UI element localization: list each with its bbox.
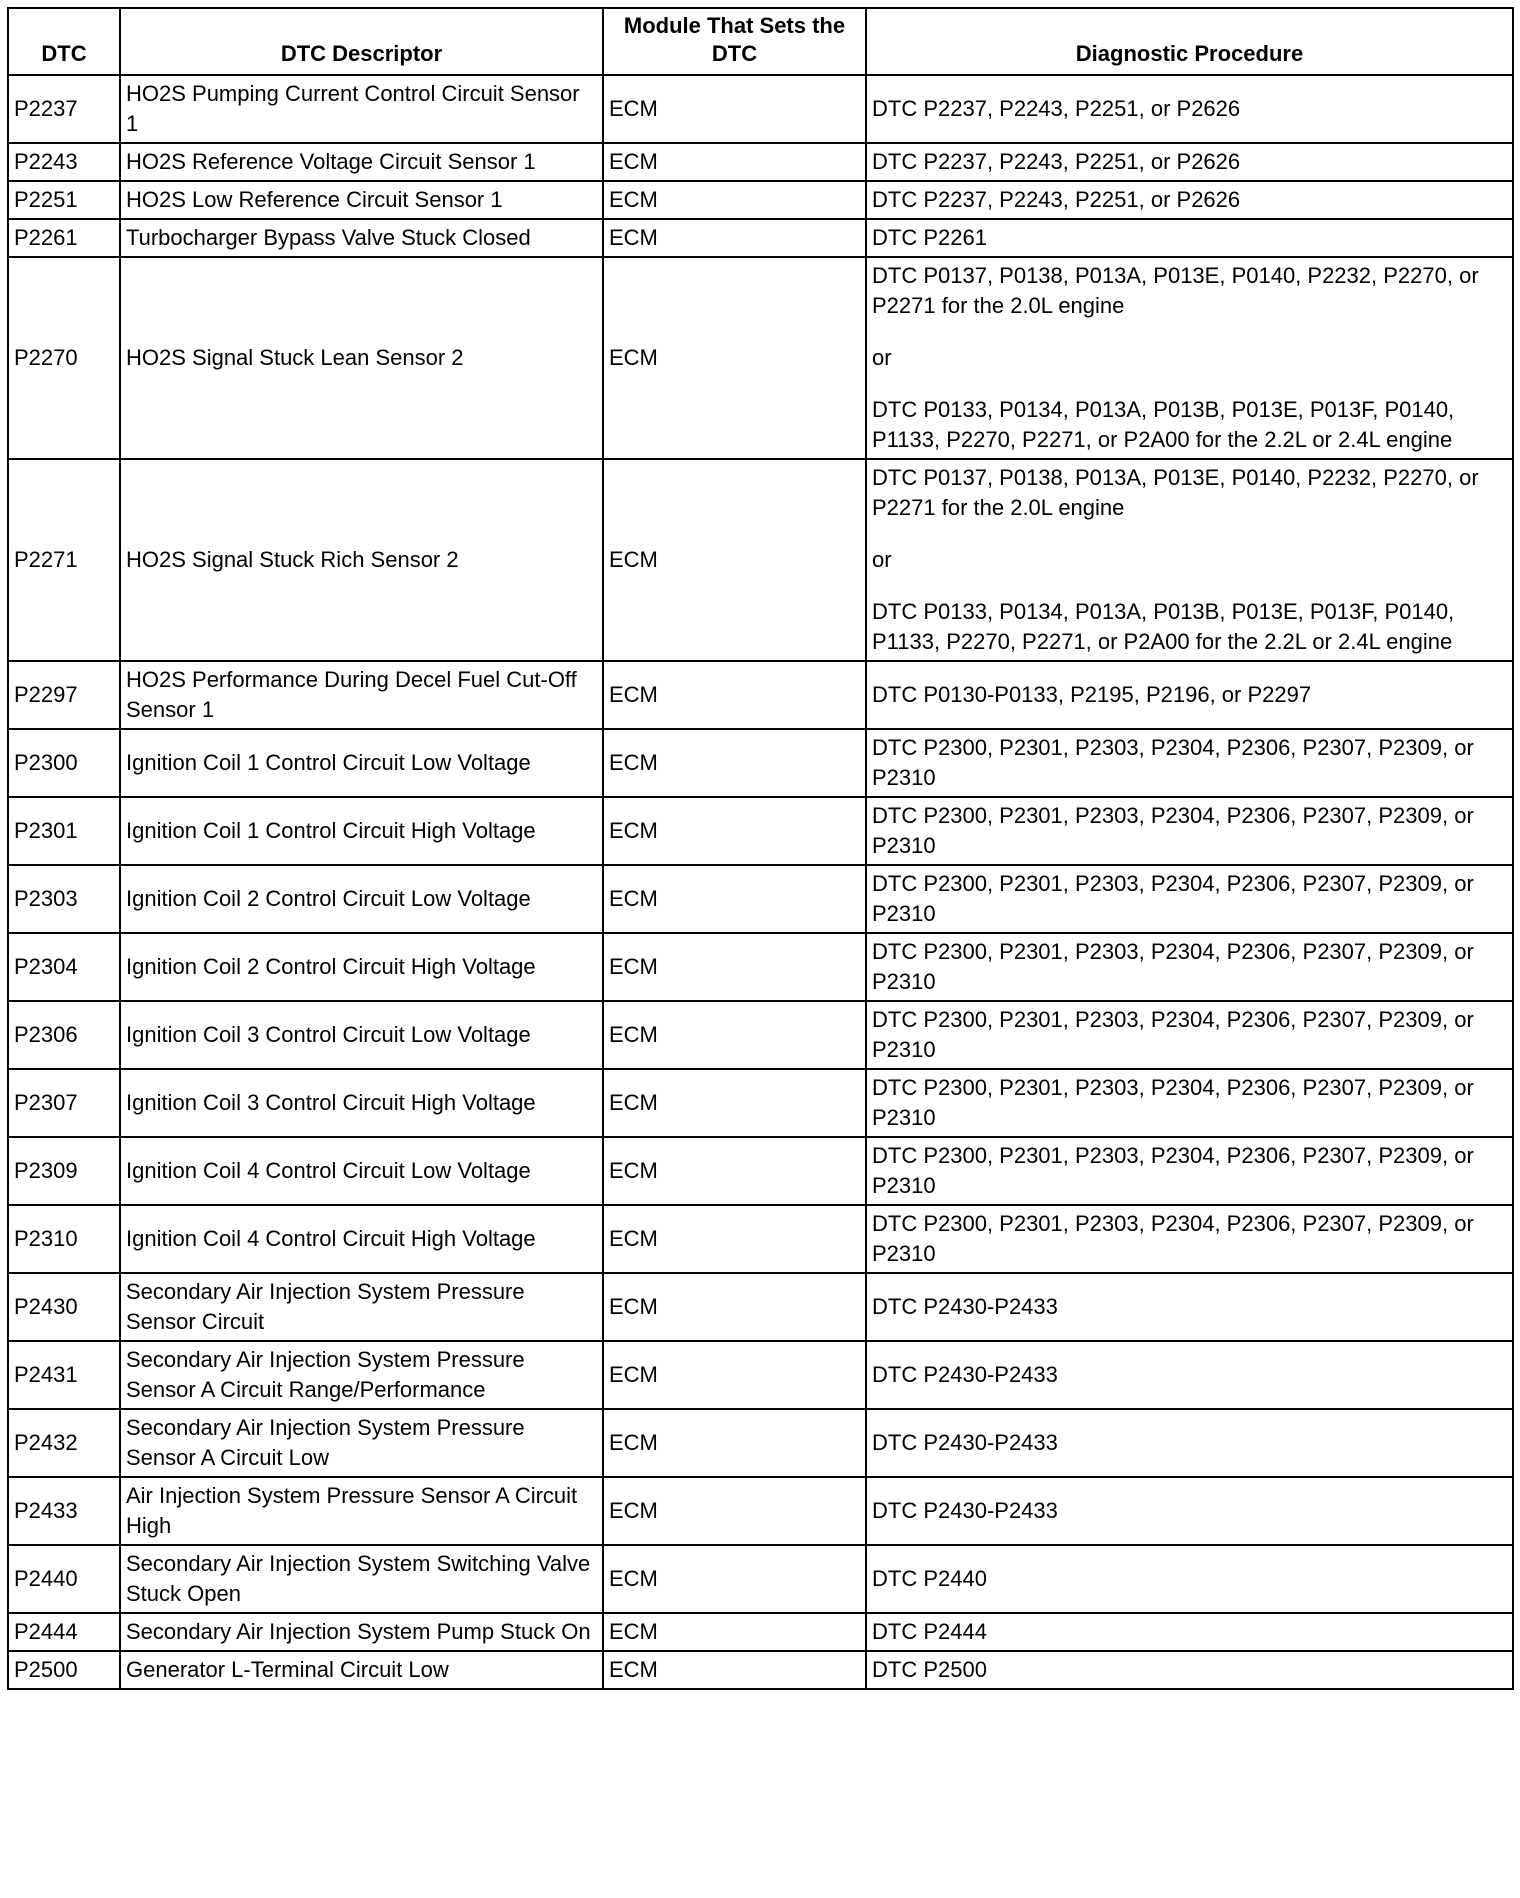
table-row	[8, 1409, 1513, 1477]
dtc-descriptor-cell: Ignition Coil 4 Control Circuit Low Voltage	[120, 1137, 603, 1205]
module-cell: ECM	[603, 1477, 866, 1545]
module-cell: ECM	[603, 797, 866, 865]
table-row	[8, 797, 1513, 865]
module-cell: ECM	[603, 865, 866, 933]
diagnostic-procedure-cell	[866, 257, 1513, 459]
procedure-paragraph: DTC P2300, P2301, P2303, P2304, P2306, P2307, P2309, or P2310	[872, 735, 1474, 790]
module-cell: ECM	[603, 1613, 866, 1651]
dtc-descriptor-cell: HO2S Reference Voltage Circuit Sensor 1	[120, 143, 603, 181]
table-row	[8, 1341, 1513, 1409]
dtc-code-cell: P2304	[8, 933, 120, 1001]
dtc-code-cell: P2243	[8, 143, 120, 181]
dtc-code-cell: P2306	[8, 1001, 120, 1069]
dtc-descriptor-cell: Secondary Air Injection System Pressure Sensor A Circuit Low	[120, 1409, 603, 1477]
dtc-code-cell: P2444	[8, 1613, 120, 1651]
diagnostic-procedure-cell	[866, 1341, 1513, 1409]
dtc-table	[7, 7, 1514, 1690]
procedure-paragraph: DTC P2261	[872, 225, 987, 250]
diagnostic-procedure-cell	[866, 1651, 1513, 1689]
diagnostic-procedure-cell	[866, 1001, 1513, 1069]
paragraph-gap	[872, 321, 1507, 343]
procedure-paragraph: DTC P0137, P0138, P013A, P013E, P0140, P2232, P2270, or P2271 for the 2.0L engine	[872, 263, 1479, 318]
dtc-descriptor-cell: Ignition Coil 1 Control Circuit Low Voltage	[120, 729, 603, 797]
procedure-paragraph: DTC P2300, P2301, P2303, P2304, P2306, P2307, P2309, or P2310	[872, 1143, 1474, 1198]
diagnostic-procedure-cell	[866, 661, 1513, 729]
dtc-code-cell: P2301	[8, 797, 120, 865]
paragraph-gap	[872, 575, 1507, 597]
procedure-paragraph: DTC P2300, P2301, P2303, P2304, P2306, P2307, P2309, or P2310	[872, 1211, 1474, 1266]
diagnostic-procedure-cell	[866, 1069, 1513, 1137]
dtc-code-cell: P2440	[8, 1545, 120, 1613]
procedure-paragraph: DTC P2300, P2301, P2303, P2304, P2306, P2307, P2309, or P2310	[872, 1007, 1474, 1062]
dtc-code-cell: P2307	[8, 1069, 120, 1137]
header-module: Module That Sets the DTC	[603, 8, 866, 75]
dtc-descriptor-cell: HO2S Signal Stuck Lean Sensor 2	[120, 257, 603, 459]
table-row	[8, 1477, 1513, 1545]
diagnostic-procedure-cell	[866, 219, 1513, 257]
dtc-code-cell: P2270	[8, 257, 120, 459]
dtc-code-cell: P2300	[8, 729, 120, 797]
dtc-descriptor-cell: Ignition Coil 3 Control Circuit Low Voltage	[120, 1001, 603, 1069]
header-dtc-descriptor: DTC Descriptor	[120, 8, 603, 75]
module-cell: ECM	[603, 729, 866, 797]
procedure-paragraph: DTC P0133, P0134, P013A, P013B, P013E, P013F, P0140, P1133, P2270, P2271, or P2A00 for the 2.2L or 2.4L engine	[872, 397, 1455, 452]
paragraph-gap	[872, 373, 1507, 395]
dtc-descriptor-cell: Turbocharger Bypass Valve Stuck Closed	[120, 219, 603, 257]
procedure-paragraph: DTC P0133, P0134, P013A, P013B, P013E, P013F, P0140, P1133, P2270, P2271, or P2A00 for the 2.2L or 2.4L engine	[872, 599, 1455, 654]
dtc-code-cell: P2431	[8, 1341, 120, 1409]
dtc-descriptor-cell: Ignition Coil 2 Control Circuit High Voltage	[120, 933, 603, 1001]
procedure-paragraph: DTC P2430-P2433	[872, 1498, 1058, 1523]
dtc-descriptor-cell: Ignition Coil 2 Control Circuit Low Voltage	[120, 865, 603, 933]
dtc-code-cell: P2261	[8, 219, 120, 257]
diagnostic-procedure-cell	[866, 1545, 1513, 1613]
dtc-descriptor-cell: Ignition Coil 1 Control Circuit High Voltage	[120, 797, 603, 865]
diagnostic-procedure-cell	[866, 729, 1513, 797]
procedure-paragraph: DTC P2440	[872, 1566, 987, 1591]
table-row	[8, 1001, 1513, 1069]
diagnostic-procedure-cell	[866, 1205, 1513, 1273]
dtc-code-cell: P2297	[8, 661, 120, 729]
diagnostic-procedure-cell	[866, 933, 1513, 1001]
module-cell: ECM	[603, 933, 866, 1001]
diagnostic-procedure-cell	[866, 1409, 1513, 1477]
module-cell: ECM	[603, 143, 866, 181]
module-cell: ECM	[603, 1341, 866, 1409]
dtc-code-cell: P2251	[8, 181, 120, 219]
module-cell: ECM	[603, 181, 866, 219]
module-cell: ECM	[603, 661, 866, 729]
dtc-descriptor-cell: Secondary Air Injection System Pump Stuck On	[120, 1613, 603, 1651]
dtc-descriptor-cell: HO2S Signal Stuck Rich Sensor 2	[120, 459, 603, 661]
dtc-descriptor-cell: HO2S Pumping Current Control Circuit Sensor 1	[120, 75, 603, 143]
procedure-paragraph: DTC P0137, P0138, P013A, P013E, P0140, P2232, P2270, or P2271 for the 2.0L engine	[872, 465, 1479, 520]
diagnostic-procedure-cell	[866, 1273, 1513, 1341]
procedure-paragraph: DTC P2300, P2301, P2303, P2304, P2306, P2307, P2309, or P2310	[872, 871, 1474, 926]
module-cell: ECM	[603, 257, 866, 459]
table-row	[8, 865, 1513, 933]
diagnostic-procedure-cell	[866, 181, 1513, 219]
table-header-row	[8, 8, 1513, 75]
diagnostic-procedure-cell	[866, 865, 1513, 933]
module-cell: ECM	[603, 1205, 866, 1273]
procedure-paragraph: DTC P2300, P2301, P2303, P2304, P2306, P2307, P2309, or P2310	[872, 939, 1474, 994]
dtc-code-cell: P2433	[8, 1477, 120, 1545]
table-row	[8, 143, 1513, 181]
dtc-code-cell: P2500	[8, 1651, 120, 1689]
dtc-descriptor-cell: Secondary Air Injection System Switching Valve Stuck Open	[120, 1545, 603, 1613]
dtc-code-cell: P2271	[8, 459, 120, 661]
procedure-paragraph: DTC P2237, P2243, P2251, or P2626	[872, 149, 1241, 174]
diagnostic-procedure-cell	[866, 1613, 1513, 1651]
table-row	[8, 729, 1513, 797]
paragraph-gap	[872, 523, 1507, 545]
procedure-paragraph: DTC P2430-P2433	[872, 1430, 1058, 1455]
dtc-code-cell: P2430	[8, 1273, 120, 1341]
table-row	[8, 661, 1513, 729]
dtc-code-cell: P2237	[8, 75, 120, 143]
table-row	[8, 1613, 1513, 1651]
procedure-paragraph: DTC P2237, P2243, P2251, or P2626	[872, 187, 1241, 212]
procedure-paragraph: or	[872, 345, 892, 370]
table-row	[8, 459, 1513, 661]
procedure-paragraph: DTC P2300, P2301, P2303, P2304, P2306, P2307, P2309, or P2310	[872, 1075, 1474, 1130]
diagnostic-procedure-cell	[866, 1477, 1513, 1545]
module-cell: ECM	[603, 1001, 866, 1069]
table-row	[8, 257, 1513, 459]
procedure-paragraph: DTC P2300, P2301, P2303, P2304, P2306, P2307, P2309, or P2310	[872, 803, 1474, 858]
procedure-paragraph: DTC P2500	[872, 1657, 987, 1682]
dtc-code-cell: P2432	[8, 1409, 120, 1477]
dtc-descriptor-cell: Air Injection System Pressure Sensor A Circuit High	[120, 1477, 603, 1545]
module-cell: ECM	[603, 1069, 866, 1137]
module-cell: ECM	[603, 459, 866, 661]
table-row	[8, 75, 1513, 143]
dtc-descriptor-cell: Generator L-Terminal Circuit Low	[120, 1651, 603, 1689]
dtc-descriptor-cell: Ignition Coil 3 Control Circuit High Voltage	[120, 1069, 603, 1137]
procedure-paragraph: or	[872, 547, 892, 572]
table-row	[8, 1651, 1513, 1689]
dtc-table-container	[7, 7, 1514, 1690]
diagnostic-procedure-cell	[866, 797, 1513, 865]
module-cell: ECM	[603, 1409, 866, 1477]
procedure-paragraph: DTC P0130-P0133, P2195, P2196, or P2297	[872, 682, 1312, 707]
table-row	[8, 1273, 1513, 1341]
diagnostic-procedure-cell	[866, 459, 1513, 661]
header-diagnostic-procedure: Diagnostic Procedure	[866, 8, 1513, 75]
module-cell: ECM	[603, 75, 866, 143]
table-row	[8, 219, 1513, 257]
diagnostic-procedure-cell	[866, 1137, 1513, 1205]
module-cell: ECM	[603, 1273, 866, 1341]
table-row	[8, 1545, 1513, 1613]
diagnostic-procedure-cell	[866, 75, 1513, 143]
procedure-paragraph: DTC P2444	[872, 1619, 987, 1644]
dtc-descriptor-cell: Ignition Coil 4 Control Circuit High Voltage	[120, 1205, 603, 1273]
dtc-descriptor-cell: HO2S Performance During Decel Fuel Cut-Off Sensor 1	[120, 661, 603, 729]
module-cell: ECM	[603, 219, 866, 257]
dtc-code-cell: P2309	[8, 1137, 120, 1205]
table-row	[8, 933, 1513, 1001]
table-row	[8, 1205, 1513, 1273]
table-row	[8, 181, 1513, 219]
dtc-code-cell: P2310	[8, 1205, 120, 1273]
diagnostic-procedure-cell	[866, 143, 1513, 181]
dtc-descriptor-cell: Secondary Air Injection System Pressure Sensor A Circuit Range/Performance	[120, 1341, 603, 1409]
procedure-paragraph: DTC P2430-P2433	[872, 1362, 1058, 1387]
module-cell: ECM	[603, 1651, 866, 1689]
table-row	[8, 1069, 1513, 1137]
header-dtc: DTC	[8, 8, 120, 75]
dtc-descriptor-cell: HO2S Low Reference Circuit Sensor 1	[120, 181, 603, 219]
procedure-paragraph: DTC P2237, P2243, P2251, or P2626	[872, 96, 1241, 121]
module-cell: ECM	[603, 1137, 866, 1205]
module-cell: ECM	[603, 1545, 866, 1613]
procedure-paragraph: DTC P2430-P2433	[872, 1294, 1058, 1319]
dtc-descriptor-cell: Secondary Air Injection System Pressure Sensor Circuit	[120, 1273, 603, 1341]
table-row	[8, 1137, 1513, 1205]
table-body	[8, 75, 1513, 1689]
dtc-code-cell: P2303	[8, 865, 120, 933]
